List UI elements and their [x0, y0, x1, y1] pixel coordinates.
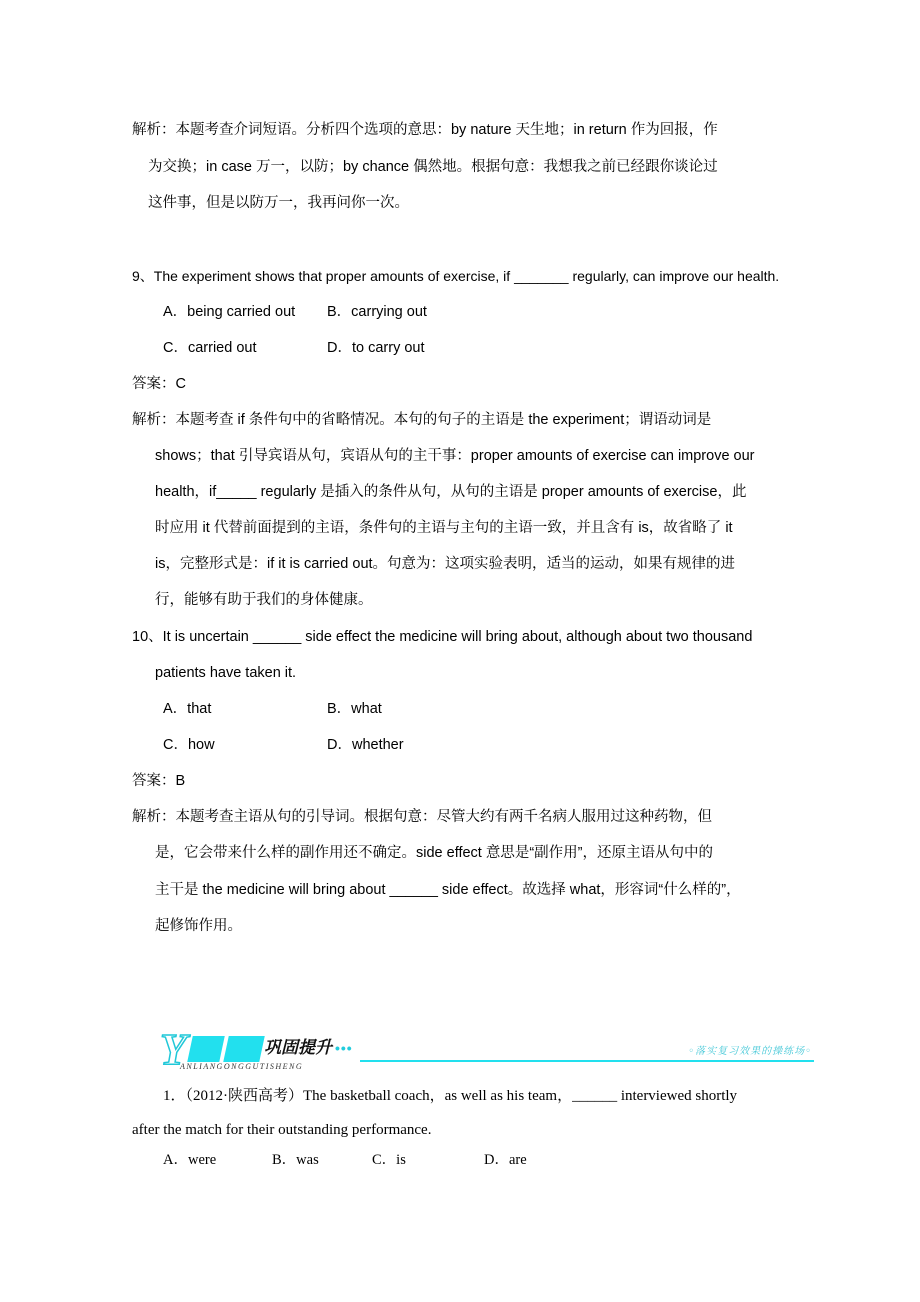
q8-explanation-line-1: 解析：本题考查介词短语。分析四个选项的意思：by nature 天生地；in return 作为回报，作 [132, 122, 718, 138]
q9-explanation-line-1: 解析：本题考查 if 条件句中的省略情况。本句的句子的主语是 the experiment；谓语动词是 [132, 412, 712, 428]
q8-explanation-line-2: 为交换；in case 万一，以防；by chance 偶然地。根据句意：我想我之前已经跟你谈论过 [148, 159, 718, 175]
q9-explanation-line-3: health，if_____ regularly 是插入的条件从句，从句的主语是 proper amounts of exercise，此 [155, 484, 747, 500]
q9-option-b: B．carrying out [327, 304, 427, 320]
q9-explanation-line-6: 行，能够有助于我们的身体健康。 [155, 592, 373, 608]
q10-stem-line-1: 10、It is uncertain ______ side effect the medicine will bring about, although about two thousand [132, 629, 753, 645]
practice-q1-stem-line-2: after the match for their outstanding performance. [132, 1122, 432, 1138]
banner-pinyin: ANLIANGONGGUTISHENG [180, 1062, 304, 1071]
q10-answer: 答案：B [132, 773, 186, 789]
q10-option-c: C．how [163, 737, 215, 753]
banner-block-2 [223, 1036, 265, 1062]
q10-option-d: D．whether [327, 737, 404, 753]
practice-q1-option-c: C．is [372, 1152, 406, 1168]
banner-underline [360, 1060, 814, 1062]
q10-explanation-line-4: 起修饰作用。 [155, 918, 242, 934]
q9-option-a: A．being carried out [163, 304, 296, 320]
q10-option-b: B．what [327, 701, 382, 717]
q9-answer: 答案：C [132, 376, 186, 392]
banner-title: 巩固提升 [264, 1038, 332, 1058]
practice-q1-option-d: D．are [484, 1152, 527, 1168]
q9-explanation-line-5: is，完整形式是：if it is carried out。句意为：这项实验表明，适当的运动，如果有规律的进 [155, 556, 736, 572]
banner-y-logo-icon: Y [160, 1025, 187, 1074]
q9-option-d: D．to carry out [327, 340, 425, 356]
q10-explanation-line-2: 是，它会带来什么样的副作用还不确定。side effect 意思是“副作用”，还原主语从句中的 [155, 845, 714, 861]
practice-q1-option-b: B．was [272, 1152, 319, 1168]
banner-slogan: ◦落实复习效果的操练场◦ [688, 1046, 812, 1057]
q9-explanation-line-2: shows；that 引导宾语从句，宾语从句的主干事：proper amounts of exercise can improve our [155, 448, 755, 464]
q10-explanation-line-3: 主干是 the medicine will bring about ______ side effect。故选择 what，形容词“什么样的”， [155, 882, 741, 898]
q9-option-c: C．carried out [163, 340, 257, 356]
q9-explanation-line-4: 时应用 it 代替前面提到的主语，条件句的主语与主句的主语一致，并且含有 is，故省略了 it [155, 520, 733, 536]
practice-q1-option-a: A．were [163, 1152, 217, 1168]
q8-explanation-line-3: 这件事，但是以防万一，我再问你一次。 [148, 195, 409, 211]
q10-option-a: A．that [163, 701, 212, 717]
section-banner [160, 1025, 820, 1074]
practice-q1-stem-line-1: 1．（2012·陕西高考）The basketball coach，as well as his team，______ interviewed shortly [163, 1088, 738, 1104]
banner-dots-icon: ••• [335, 1040, 353, 1056]
q10-stem-line-2: patients have taken it. [155, 665, 297, 681]
q9-stem: 9、The experiment shows that proper amounts of exercise, if _______ regularly, can improve our health. [132, 268, 780, 284]
q10-explanation-line-1: 解析：本题考查主语从句的引导词。根据句意：尽管大约有两千名病人服用过这种药物，但 [132, 809, 712, 825]
